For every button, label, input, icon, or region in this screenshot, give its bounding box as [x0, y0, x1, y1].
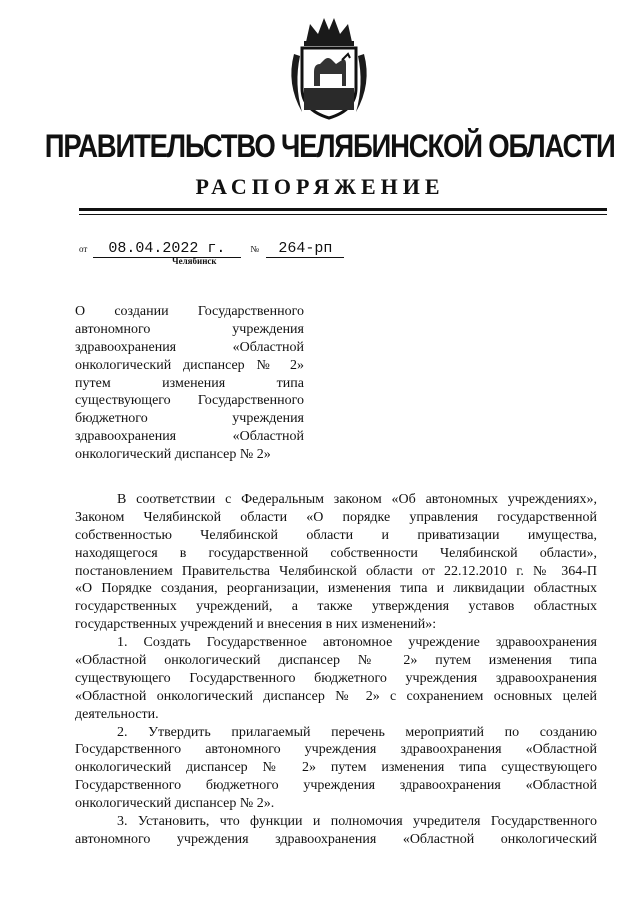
city: Челябинск [172, 256, 217, 266]
subject-line: онкологический диспансер № 2» [75, 447, 271, 463]
subject-line: здравоохранения «Областной [75, 339, 304, 355]
body-line: деятельности. [75, 706, 159, 722]
coat-of-arms-icon [284, 14, 374, 124]
date-prefix: от [79, 244, 88, 254]
body-line: автономного учреждения здравоохранения «Областной онкологический [75, 831, 597, 847]
subject-line: онкологический диспансер № 2» [75, 357, 304, 373]
body-line: постановлением Правительства Челябинской области от 22.12.2010 г. № 364-П [75, 563, 597, 579]
body-line: собственностью Челябинской области и приватизации имущества, [75, 527, 597, 543]
body-line: государственных учреждений и внесения в них изменений»: [75, 617, 437, 633]
document-subject [75, 303, 304, 464]
number-prefix: № [250, 244, 259, 254]
body-line: онкологический диспансер № 2» путем изменения типа существующего [75, 760, 597, 776]
body-line: 3. Установить, что функции и полномочия учредителя Государственного [117, 814, 597, 830]
body-line: «О Порядке создания, реорганизации, изменения типа и ликвидации областных [75, 581, 597, 597]
header-divider-thin [79, 214, 607, 215]
body-line: В соответствии с Федеральным законом «Об автономных учреждениях», [117, 492, 597, 507]
body-line: «Областной онкологический диспансер № 2» путем изменения типа [75, 653, 597, 669]
body-line: Законом Челябинской области «О порядке управления государственной [75, 509, 597, 525]
body-line: существующего Государственного бюджетного учреждения здравоохранения [75, 670, 597, 686]
body-line: «Областной онкологический диспансер № 2» с сохранением основных целей [75, 688, 597, 704]
document-body [75, 491, 597, 849]
header-divider-thick [79, 208, 607, 211]
subject-line: существующего Государственного [75, 393, 304, 409]
body-line: Государственного автономного учреждения здравоохранения «Областной [75, 742, 597, 758]
subject-line: путем изменения типа [75, 375, 304, 391]
subject-line: О создании Государственного [75, 304, 304, 319]
document-type: РАСПОРЯЖЕНИЕ [195, 174, 445, 199]
body-line: 1. Создать Государственное автономное учреждение здравоохранения [117, 635, 597, 651]
body-line: Государственного бюджетного учреждения здравоохранения «Областной [75, 778, 597, 794]
subject-line: здравоохранения «Областной [75, 429, 304, 445]
body-line: государственных учреждений, а также утверждения уставов областных [75, 599, 597, 615]
subject-line: бюджетного учреждения [75, 411, 304, 427]
document-number: 264-рп [266, 240, 344, 258]
document-date: 08.04.2022 г. [93, 240, 241, 258]
body-line: онкологический диспансер № 2». [75, 796, 275, 812]
subject-line: автономного учреждения [75, 321, 304, 337]
body-line: 2. Утвердить прилагаемый перечень мероприятий по созданию [117, 724, 597, 740]
government-title: ПРАВИТЕЛЬСТВО ЧЕЛЯБИНСКОЙ ОБЛАСТИ [44, 128, 615, 164]
body-line: находящегося в государственной собственности Челябинской области», [75, 545, 597, 561]
